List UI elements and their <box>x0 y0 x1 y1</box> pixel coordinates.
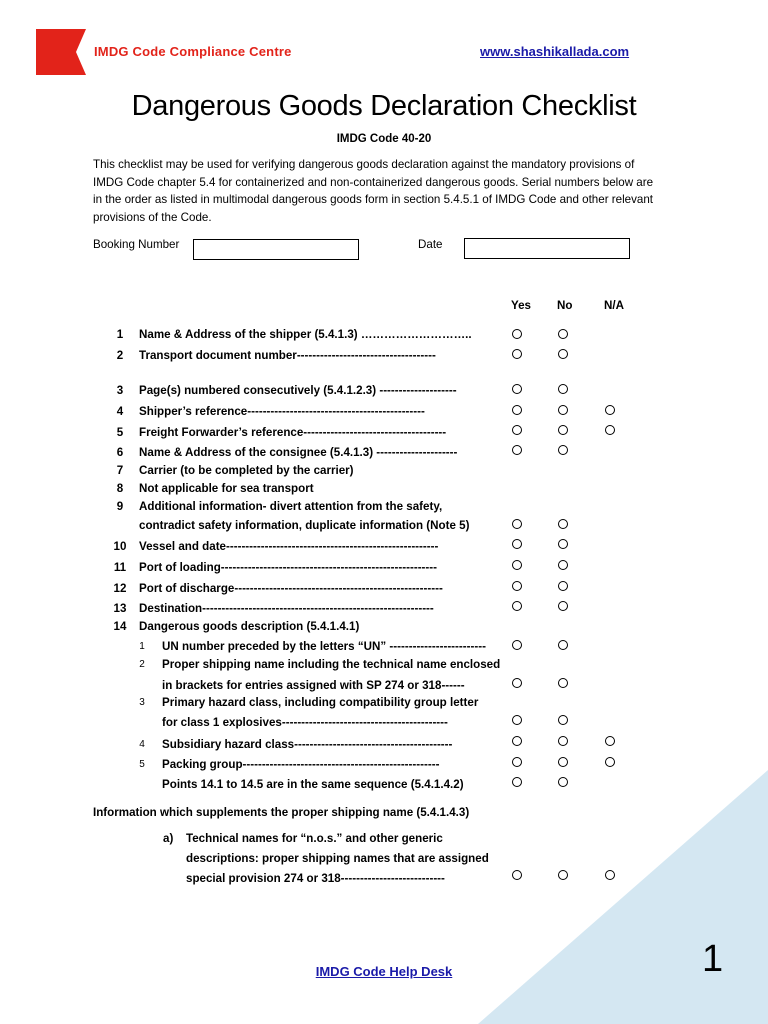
radio-yes-subitem-6[interactable] <box>512 777 522 787</box>
item-label: Destination------------------------------------------------------------ <box>139 602 434 615</box>
subitem-label: in brackets for entries assigned with SP 274 or 318------ <box>162 679 465 692</box>
radio-yes-item-11[interactable] <box>512 560 522 570</box>
radio-no-item-1[interactable] <box>558 329 568 339</box>
item-label: Carrier (to be completed by the carrier) <box>139 464 354 477</box>
item-label: Vessel and date------------------------------------------------------- <box>139 540 439 553</box>
radio-yes-subitem-5[interactable] <box>512 757 522 767</box>
item-number: 7 <box>116 464 124 477</box>
item-number: 12 <box>113 582 127 595</box>
radio-yes-item-2[interactable] <box>512 349 522 359</box>
radio-no-item-6[interactable] <box>558 445 568 455</box>
subitem-number: 2 <box>139 659 145 670</box>
item-label: Not applicable for sea transport <box>139 482 314 495</box>
item-label: Port of discharge------------------------------------------------------ <box>139 582 443 595</box>
radio-na-subitem-5[interactable] <box>605 757 615 767</box>
item-label: Dangerous goods description (5.4.1.4.1) <box>139 620 360 633</box>
radio-no-item-13[interactable] <box>558 601 568 611</box>
radio-yes-item-13[interactable] <box>512 601 522 611</box>
radio-no-item-9[interactable] <box>558 519 568 529</box>
supplement-label: descriptions: proper shipping names that are assigned <box>186 852 489 865</box>
radio-no-item-10[interactable] <box>558 539 568 549</box>
subitem-number: 3 <box>139 697 145 708</box>
supplement-heading: Information which supplements the proper shipping name (5.4.1.4.3) <box>93 806 470 819</box>
subitem-label: UN number preceded by the letters “UN” ------------------------- <box>162 640 486 653</box>
radio-no-subitem-5[interactable] <box>558 757 568 767</box>
column-header-no: No <box>557 299 573 312</box>
subitem-number: 1 <box>139 641 145 652</box>
item-label: Port of loading-------------------------------------------------------- <box>139 561 437 574</box>
date-label: Date <box>418 238 443 251</box>
radio-na-supplement-a[interactable] <box>605 870 615 880</box>
radio-na-subitem-4[interactable] <box>605 736 615 746</box>
radio-no-item-5[interactable] <box>558 425 568 435</box>
radio-yes-supplement-a[interactable] <box>512 870 522 880</box>
item-number: 9 <box>116 500 124 513</box>
item-label: Name & Address of the shipper (5.4.1.3) ……………………….. <box>139 328 472 341</box>
item-number: 1 <box>116 328 124 341</box>
page-title: Dangerous Goods Declaration Checklist <box>131 90 637 122</box>
radio-yes-item-5[interactable] <box>512 425 522 435</box>
subitem-label: Packing group--------------------------------------------------- <box>162 758 440 771</box>
radio-yes-item-9[interactable] <box>512 519 522 529</box>
radio-no-subitem-3[interactable] <box>558 715 568 725</box>
item-label: Transport document number------------------------------------ <box>139 349 436 362</box>
radio-yes-subitem-1[interactable] <box>512 640 522 650</box>
subitem-number: 4 <box>139 739 145 750</box>
booking-number-label: Booking Number <box>93 238 180 251</box>
radio-yes-subitem-4[interactable] <box>512 736 522 746</box>
radio-no-subitem-2[interactable] <box>558 678 568 688</box>
subitem-label: Subsidiary hazard class----------------------------------------- <box>162 738 453 751</box>
date-field[interactable] <box>464 238 630 259</box>
radio-no-subitem-6[interactable] <box>558 777 568 787</box>
radio-no-item-4[interactable] <box>558 405 568 415</box>
subitem-label: for class 1 explosives------------------------------------------- <box>162 716 448 729</box>
subitem-label: Primary hazard class, including compatibility group letter <box>162 696 479 709</box>
radio-na-item-5[interactable] <box>605 425 615 435</box>
item-number: 4 <box>116 405 124 418</box>
item-label: Page(s) numbered consecutively (5.4.1.2.3) -------------------- <box>139 384 457 397</box>
item-number: 14 <box>113 620 127 633</box>
item-number: 11 <box>113 561 127 574</box>
column-header-na: N/A <box>604 299 624 312</box>
item-label: contradict safety information, duplicate information (Note 5) <box>139 519 470 532</box>
intro-paragraph: This checklist may be used for verifying dangerous goods declaration against the mandatory provisions of IMDG Code chapter 5.4 for containerized and non-containerized dangerous goods. Serial numbers below are in the order as listed in multimodal dangerous goods form in section 5.4.5.1 of IMDG Code and other relevant provisions of the Code. <box>93 158 654 224</box>
radio-yes-subitem-2[interactable] <box>512 678 522 688</box>
radio-no-item-11[interactable] <box>558 560 568 570</box>
subitem-label: Points 14.1 to 14.5 are in the same sequence (5.4.1.4.2) <box>162 778 464 791</box>
radio-yes-item-3[interactable] <box>512 384 522 394</box>
radio-yes-item-12[interactable] <box>512 581 522 591</box>
booking-number-field[interactable] <box>193 239 359 260</box>
brand-name: IMDG Code Compliance Centre <box>94 44 292 59</box>
item-label: Freight Forwarder’s reference------------------------------------- <box>139 426 447 439</box>
radio-yes-item-1[interactable] <box>512 329 522 339</box>
radio-yes-subitem-3[interactable] <box>512 715 522 725</box>
subitem-label: Proper shipping name including the technical name enclosed <box>162 658 501 671</box>
radio-yes-item-4[interactable] <box>512 405 522 415</box>
item-number: 10 <box>113 540 127 553</box>
item-label: Name & Address of the consignee (5.4.1.3) --------------------- <box>139 446 458 459</box>
item-label: Shipper’s reference---------------------------------------------- <box>139 405 425 418</box>
item-number: 2 <box>116 349 124 362</box>
item-number: 5 <box>116 426 124 439</box>
item-number: 3 <box>116 384 124 397</box>
radio-no-item-12[interactable] <box>558 581 568 591</box>
brand-logo-icon <box>36 29 86 75</box>
supplement-label: special provision 274 or 318--------------------------- <box>186 872 445 885</box>
item-label: Additional information- divert attention from the safety, <box>139 500 443 513</box>
website-link[interactable]: www.shashikallada.com <box>480 44 630 59</box>
radio-no-item-3[interactable] <box>558 384 568 394</box>
subitem-number: 5 <box>139 759 145 770</box>
item-number: 13 <box>113 602 127 615</box>
item-number: 8 <box>116 482 124 495</box>
radio-no-item-2[interactable] <box>558 349 568 359</box>
page-number: 1 <box>702 938 724 980</box>
radio-no-supplement-a[interactable] <box>558 870 568 880</box>
radio-no-subitem-4[interactable] <box>558 736 568 746</box>
column-header-yes: Yes <box>511 299 531 312</box>
radio-yes-item-6[interactable] <box>512 445 522 455</box>
supplement-letter: a) <box>163 832 174 845</box>
supplement-label: Technical names for “n.o.s.” and other generic <box>186 832 443 845</box>
radio-no-subitem-1[interactable] <box>558 640 568 650</box>
radio-na-item-4[interactable] <box>605 405 615 415</box>
item-number: 6 <box>116 446 124 459</box>
radio-yes-item-10[interactable] <box>512 539 522 549</box>
page-subtitle: IMDG Code 40-20 <box>336 133 432 145</box>
help-desk-link[interactable]: IMDG Code Help Desk <box>315 964 453 979</box>
